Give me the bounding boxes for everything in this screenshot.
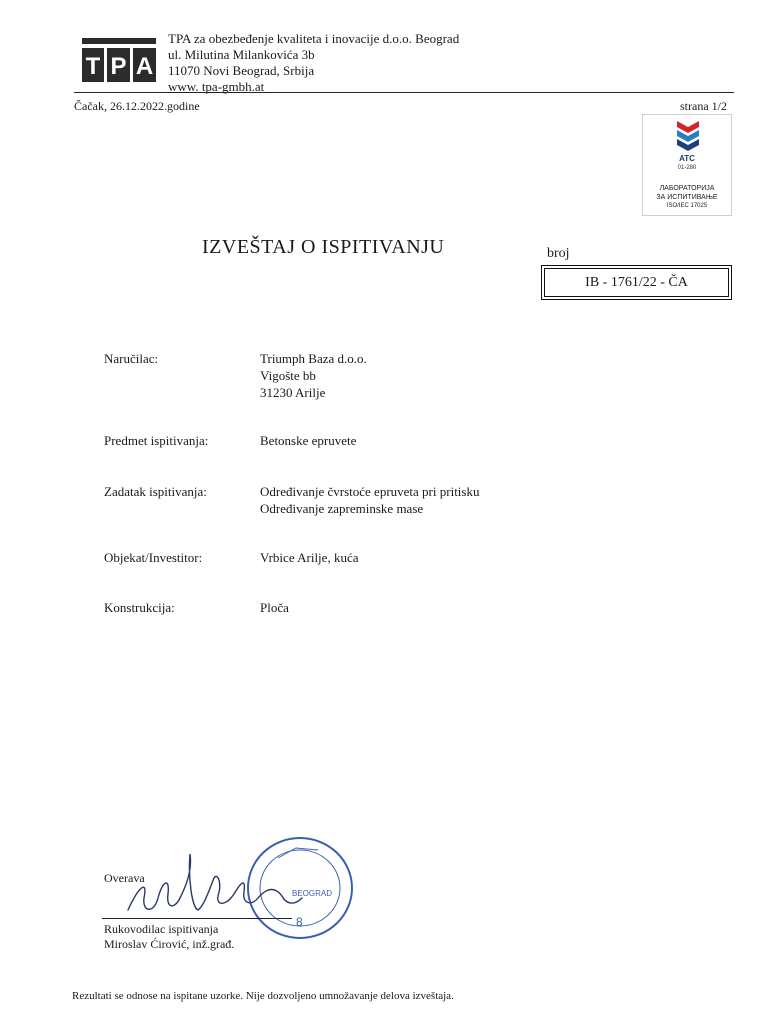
header-divider [74, 92, 734, 93]
task-line-1: Određivanje čvrstoće epruveta pri pritisku [260, 484, 480, 499]
client-value [260, 350, 367, 401]
object-label: Objekat/Investitor: [104, 550, 203, 565]
report-number-label: broj [547, 246, 570, 261]
signer-role: Rukovodilac ispitivanja [104, 922, 219, 936]
report-title: IZVEŠTAJ O ISPITIVANJU [202, 236, 445, 258]
approval-label: Overava [104, 871, 145, 885]
place-date: Čačak, 26.12.2022.godine [74, 99, 200, 113]
company-website: www. tpa-gmbh.at [168, 79, 265, 94]
task-value [260, 483, 479, 517]
task-label: Zadatak ispitivanja: [104, 484, 207, 499]
signature-line [102, 918, 292, 919]
atc-logo-icon [677, 121, 699, 151]
construction-value [260, 599, 289, 616]
svg-text:T: T [85, 53, 101, 80]
handwritten-signature [118, 848, 318, 928]
client-label: Naručilac: [104, 351, 159, 366]
client-city: 31230 Arilje [260, 385, 326, 400]
company-address [168, 31, 459, 95]
object-value [260, 549, 358, 566]
svg-text:P: P [110, 53, 127, 80]
subject-line: Betonske epruvete [260, 433, 357, 448]
badge-name: ATC [679, 154, 695, 163]
client-name: Triumph Baza d.o.o. [260, 351, 367, 366]
report-number: IB - 1761/22 - ČA [544, 268, 729, 297]
subject-value [260, 432, 356, 449]
construction-label: Konstrukcija: [104, 600, 175, 615]
signer-name: Miroslav Ćirović, inž.građ. [104, 937, 235, 951]
badge-line-1: ЛАБОРАТОРИЈА [659, 185, 715, 192]
accreditation-badge [642, 114, 732, 216]
badge-code: 01-280 [677, 165, 697, 171]
stamp-number: 8 [296, 915, 303, 929]
company-street: ul. Milutina Milankovića 3b [168, 47, 315, 62]
subject-label: Predmet ispitivanja: [104, 433, 209, 448]
footer-note: Rezultati se odnose na ispitane uzorke. Nije dozvoljeno umnožavanje delova izveštaja. [72, 990, 454, 1002]
svg-text:A: A [135, 53, 154, 80]
client-street: Vigošte bb [260, 368, 316, 383]
tpa-logo [82, 38, 156, 82]
company-city: 11070 Novi Beograd, Srbija [168, 63, 315, 78]
page-number: strana 1/2 [680, 99, 727, 113]
badge-line-3: ISO/IEC 17025 [666, 203, 708, 209]
object-line: Vrbice Arilje, kuća [260, 550, 359, 565]
badge-line-2: ЗА ИСПИТИВАЊЕ [656, 194, 718, 201]
construction-line: Ploča [260, 600, 289, 615]
report-number-box [541, 265, 732, 300]
task-line-2: Određivanje zapreminske mase [260, 501, 424, 516]
stamp-city: BEOGRAD [292, 889, 333, 898]
company-name: TPA za obezbeđenje kvaliteta i inovacije d.o.o. Beograd [168, 31, 460, 46]
